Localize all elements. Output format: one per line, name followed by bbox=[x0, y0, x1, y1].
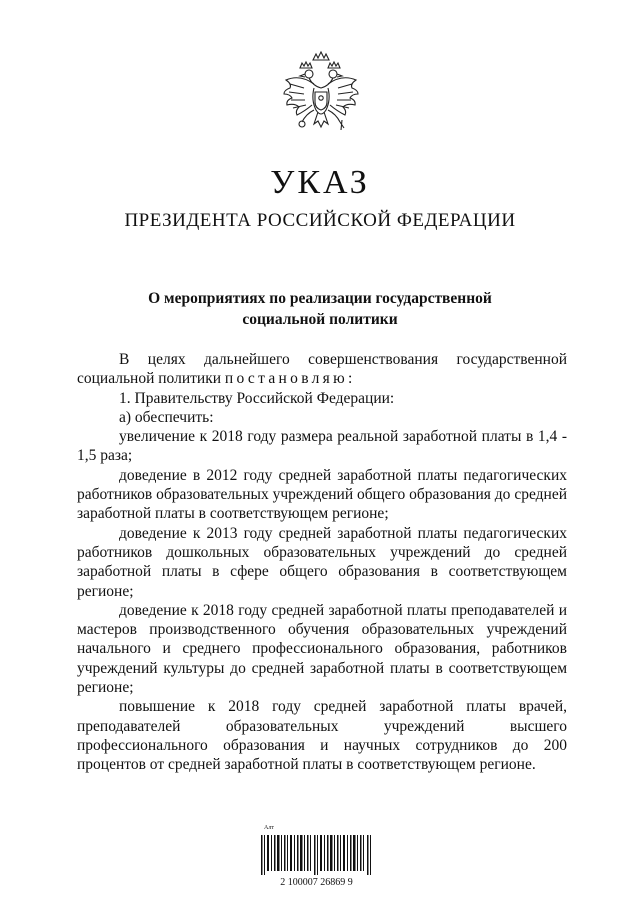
paragraph-text: В целях дальнейшего совершенствования государственной социальной политики bbox=[77, 351, 567, 388]
paragraph: а) обеспечить: bbox=[119, 408, 214, 426]
barcode-mark: Алт bbox=[264, 825, 274, 831]
document-heading bbox=[0, 288, 640, 330]
paragraph: 1. Правительству Российской Федерации: bbox=[119, 389, 395, 407]
barcode-bars-icon bbox=[259, 825, 374, 877]
barcode bbox=[259, 825, 374, 891]
paragraph bbox=[77, 350, 567, 389]
coat-of-arms-icon bbox=[276, 50, 366, 150]
spaced-word: постановляю: bbox=[224, 370, 356, 388]
paragraph: доведение к 2018 году средней заработной платы преподавателей и мастеров производственного обучения образовательных учреждений начального и среднего профессионального образования, работников учреждений культуры до средней заработной платы в соответствующем регионе; bbox=[77, 601, 567, 697]
paragraph: доведение к 2013 году средней заработной платы педагогических работников дошкольных образовательных учреждений до средней заработной платы в сфере общего образования в соответствующем регионе; bbox=[77, 524, 567, 600]
heading-line: О мероприятиях по реализации государственной bbox=[148, 290, 492, 307]
heading-line: социальной политики bbox=[242, 311, 398, 328]
paragraph: доведение в 2012 году средней заработной платы педагогических работников образовательных учреждений общего образования до средней заработной платы в соответствующем регионе; bbox=[77, 466, 567, 523]
paragraph: повышение к 2018 году средней заработной платы врачей, преподавателей образовательных учреждений высшего профессионального образования и научных сотрудников до 200 процентов от средней заработной платы в соответствующем регионе. bbox=[77, 698, 567, 774]
document-subtitle: ПРЕЗИДЕНТА РОССИЙСКОЙ ФЕДЕРАЦИИ bbox=[124, 210, 516, 231]
document-title: УКАЗ bbox=[270, 164, 370, 201]
document-body bbox=[77, 350, 567, 775]
barcode-number: 2 100007 26869 9 bbox=[280, 877, 353, 888]
paragraph: увеличение к 2018 году размера реальной заработной платы в 1,4 - 1,5 раза; bbox=[77, 428, 567, 465]
